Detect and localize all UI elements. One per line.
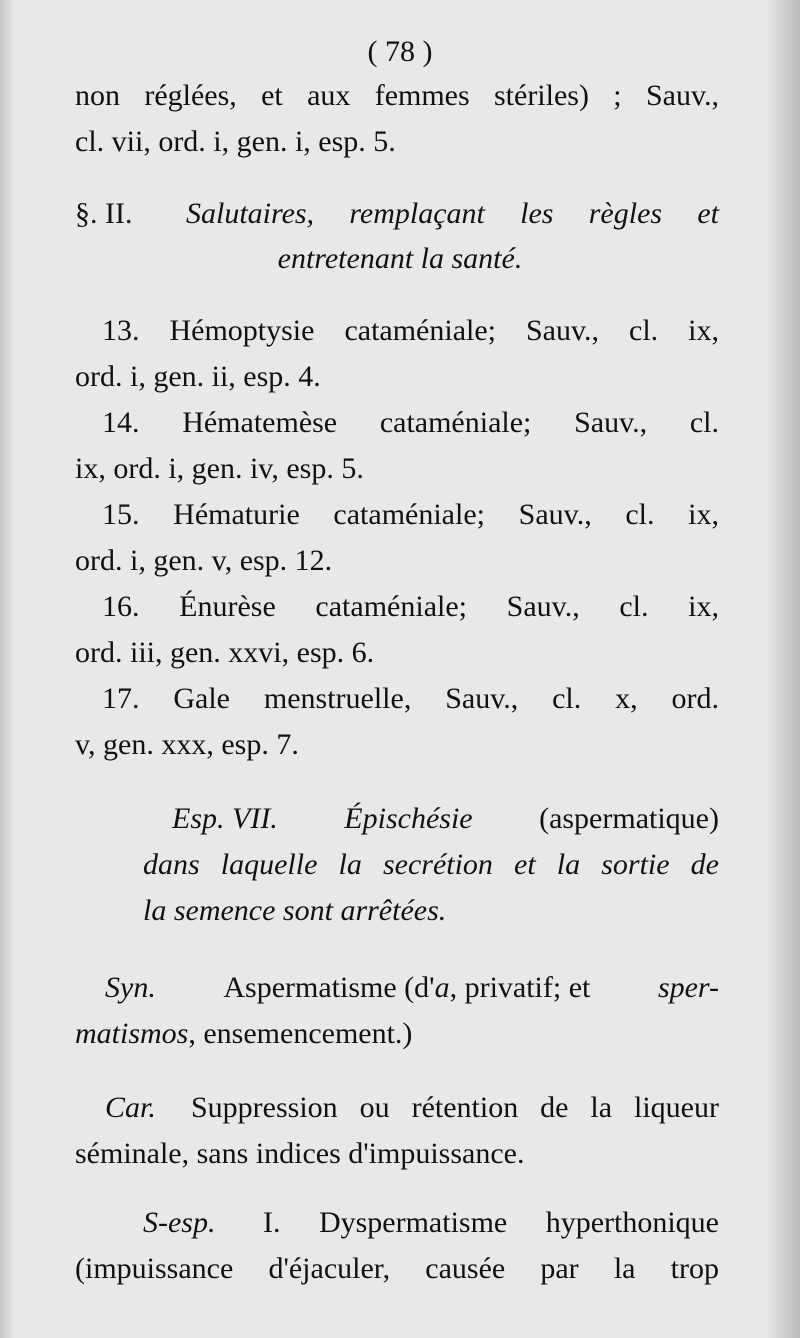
section-mark: §. II.	[75, 197, 133, 230]
section-title: Salutaires, remplaçant les règles et	[186, 197, 719, 230]
entry-14: 14. Hématemèse cataméniale; Sauv., cl.	[102, 406, 719, 439]
subspecies-text: I. Dyspermatisme hyperthonique	[263, 1206, 719, 1239]
character-text: Suppression ou rétention de la liqueur	[191, 1091, 719, 1124]
species-label: Esp. VII.	[172, 802, 278, 835]
entry-16: 16. Énurèse cataméniale; Sauv., cl. ix,	[102, 590, 719, 623]
subspecies-text-cont: (impuissance d'éjaculer, causée par la trop	[75, 1252, 719, 1285]
synonym-word: Aspermatisme (d'	[223, 971, 435, 1004]
entry-16-cont: ord. iii, gen. xxvi, esp. 6.	[75, 636, 375, 669]
entry-17: 17. Gale menstruelle, Sauv., cl. x, ord.	[102, 682, 719, 715]
synonym-gloss: , privatif; et	[449, 971, 591, 1004]
entry-13: 13. Hémoptysie cataméniale; Sauv., cl. ix,	[102, 314, 719, 347]
species-definition-cont: la semence sont arrêtées.	[143, 894, 447, 927]
text-line: non réglées, et aux femmes stériles) ; Sauv.,	[75, 79, 719, 112]
species-qualifier: (aspermatique)	[539, 802, 719, 835]
character-label: Car.	[105, 1091, 156, 1124]
character-text-cont: séminale, sans indices d'impuissance.	[75, 1137, 525, 1170]
species-definition: dans laquelle la secrétion et la sortie de	[143, 848, 719, 881]
synonym-text	[223, 970, 590, 1006]
synonym-line-cont	[75, 1016, 412, 1052]
entry-15-cont: ord. i, gen. v, esp. 12.	[75, 544, 333, 577]
synonym-line	[105, 970, 719, 1006]
character-line	[105, 1090, 719, 1126]
synonym-letter: a	[434, 971, 450, 1004]
subspecies-line	[143, 1205, 719, 1241]
synonym-gloss-cont: , ensemencement.)	[188, 1017, 413, 1050]
species-term: Épischésie	[344, 802, 473, 835]
entry-14-cont: ix, ord. i, gen. iv, esp. 5.	[75, 452, 364, 485]
synonym-greek-cont: matismos	[75, 1017, 189, 1050]
entry-13-cont: ord. i, gen. ii, esp. 4.	[75, 360, 321, 393]
section-title-cont: entretenant la santé.	[277, 242, 523, 275]
subspecies-label: S-esp.	[143, 1206, 216, 1239]
entry-15: 15. Hématurie cataméniale; Sauv., cl. ix,	[102, 498, 719, 531]
species-heading	[172, 801, 719, 837]
synonym-label: Syn.	[105, 971, 156, 1004]
entry-17-cont: v, gen. xxx, esp. 7.	[75, 728, 299, 761]
text-line: cl. vii, ord. i, gen. i, esp. 5.	[75, 125, 396, 158]
synonym-greek: sper-	[657, 971, 719, 1004]
page-number: ( 78 )	[367, 35, 433, 68]
